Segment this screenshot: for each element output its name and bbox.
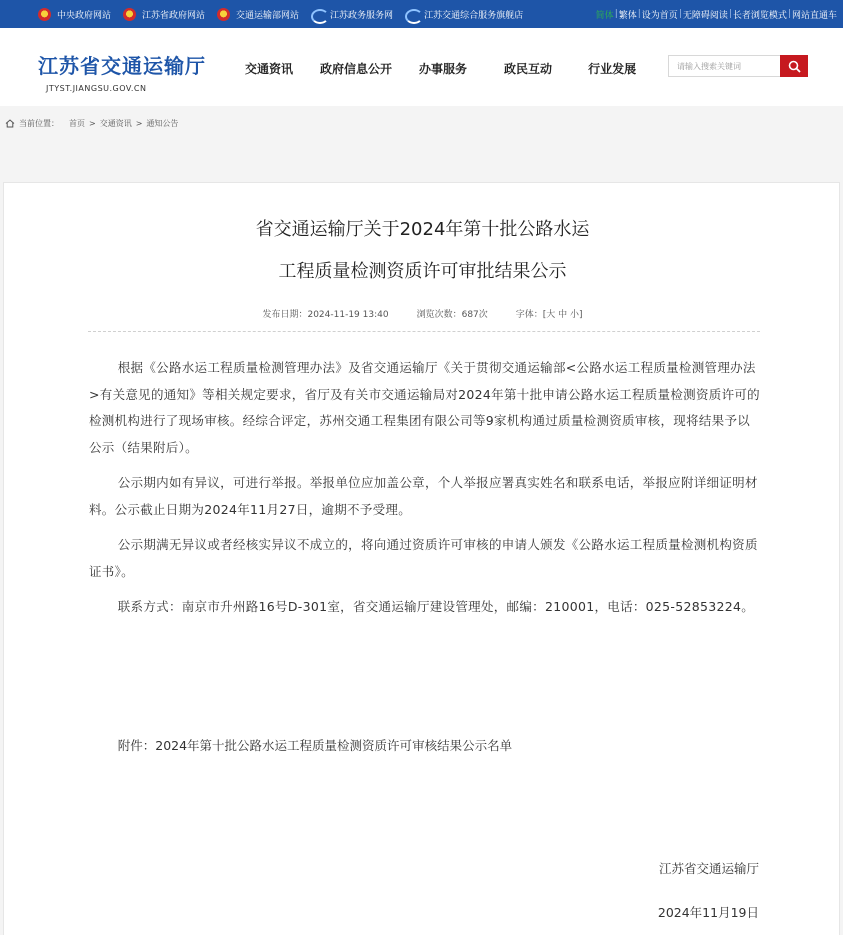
article-title-line2: 工程质量检测资质许可审批结果公示 — [278, 261, 567, 282]
top-link-jiangsu-gov[interactable] — [123, 8, 205, 21]
set-home-link[interactable]: 设为首页 — [641, 10, 678, 21]
views-label: 浏览次数： — [416, 310, 462, 320]
search-box — [668, 55, 808, 77]
divider: | — [787, 9, 791, 19]
site-header — [0, 28, 843, 106]
top-link-gov-service[interactable] — [311, 8, 393, 21]
top-link-flagship-store[interactable] — [405, 8, 523, 21]
breadcrumb-home[interactable]: 首页 — [69, 119, 85, 128]
breadcrumb — [5, 118, 178, 129]
home-icon — [5, 119, 15, 128]
divider: | — [637, 9, 641, 19]
font-size-switcher[interactable]: [大 中 小] — [542, 310, 583, 320]
national-emblem-icon — [38, 8, 51, 21]
nav-item-gov-info[interactable]: 政府信息公开 — [320, 62, 393, 76]
nav-item-services[interactable]: 办事服务 — [419, 62, 468, 76]
main-nav — [245, 60, 636, 77]
divider: | — [614, 9, 618, 19]
top-links — [38, 0, 535, 28]
site-logo[interactable] — [38, 50, 206, 93]
article-panel — [3, 182, 840, 935]
elder-mode-link[interactable]: 长者浏览模式 — [732, 10, 787, 21]
top-link-label: 交通运输部网站 — [236, 10, 300, 21]
article-paragraph: 联系方式：南京市升州路16号D-301室，省交通运输厅建设管理处，邮编：210001，电话：025-52853224。 — [117, 599, 755, 614]
site-name: 江苏省交通运输厅 — [38, 54, 206, 78]
top-link-label: 中央政府网站 — [57, 10, 112, 21]
article-paragraph: 公示期内如有异议，可进行举报。举报单位应加盖公章，个人举报应署真实姓名和联系电话，举报应附详细证明材料。公示截止日期为2024年11月27日，逾期不予受理。 — [89, 475, 758, 517]
divider: | — [678, 9, 682, 19]
article-title-line1: 省交通运输厅关于2024年第十批公路水运 — [255, 219, 590, 240]
top-tools — [596, 0, 837, 28]
top-link-label: 江苏政务服务网 — [330, 10, 394, 21]
publish-label: 发布日期： — [262, 310, 308, 320]
accessibility-link[interactable]: 无障碍阅读 — [682, 10, 728, 21]
article-meta — [4, 307, 841, 320]
breadcrumb-separator: > — [135, 119, 143, 128]
gov-service-logo-icon — [405, 9, 419, 20]
top-link-label: 江苏交通综合服务旗舰店 — [424, 10, 524, 21]
lang-traditional-link[interactable]: 繁体 — [618, 10, 637, 21]
meta-divider — [88, 331, 760, 332]
lang-simplified-link[interactable]: 简体 — [595, 10, 614, 21]
top-link-label: 江苏省政府网站 — [142, 10, 206, 21]
publish-date: 2024-11-19 13:40 — [307, 310, 389, 320]
attachment-link[interactable]: 附件：2024年第十批公路水运工程质量检测资质许可审核结果公示名单 — [117, 738, 513, 753]
nav-item-industry[interactable]: 行业发展 — [588, 62, 637, 76]
signature: 江苏省交通运输厅 — [658, 861, 759, 876]
search-input[interactable] — [668, 55, 780, 77]
article-body — [89, 355, 761, 630]
article-paragraph: 根据《公路水运工程质量检测管理办法》及省交通运输厅《关于贯彻交通运输部<公路水运工程质量检测管理办法>有关意见的通知》等相关规定要求，省厅及有关市交通运输局对2024年第十批申请公路水运工程质量检测资质许可的检测机构进行了现场审核。经综合评定，苏州交通工程集团有限公司等9家机构通过质量检测资质审核，现将结果予以公示（结果附后）。 — [89, 360, 760, 455]
breadcrumb-notices[interactable]: 通知公告 — [146, 119, 179, 128]
top-bar — [0, 0, 843, 28]
breadcrumb-label: 当前位置： — [19, 119, 59, 128]
view-count: 687次 — [461, 310, 488, 320]
search-button[interactable] — [780, 55, 808, 77]
national-emblem-icon — [123, 8, 136, 21]
site-train-link[interactable]: 网站直通车 — [791, 10, 837, 21]
top-link-mot[interactable] — [217, 8, 299, 21]
gov-service-logo-icon — [311, 9, 325, 20]
breadcrumb-news[interactable]: 交通资讯 — [99, 119, 132, 128]
sign-date: 2024年11月19日 — [657, 905, 759, 920]
top-link-central-gov[interactable] — [38, 8, 111, 21]
article-paragraph: 公示期满无异议或者经核实异议不成立的，将向通过资质许可审核的申请人颁发《公路水运工程质量检测机构资质证书》。 — [89, 537, 758, 579]
search-icon — [788, 60, 801, 73]
national-emblem-icon — [217, 8, 230, 21]
divider: | — [728, 9, 732, 19]
nav-item-interaction[interactable]: 政民互动 — [504, 62, 553, 76]
font-size-label: 字体： — [515, 310, 543, 320]
site-domain: JTYST.JIANGSU.GOV.CN — [46, 84, 147, 93]
breadcrumb-separator: > — [89, 119, 96, 128]
nav-item-news[interactable]: 交通资讯 — [245, 62, 294, 76]
